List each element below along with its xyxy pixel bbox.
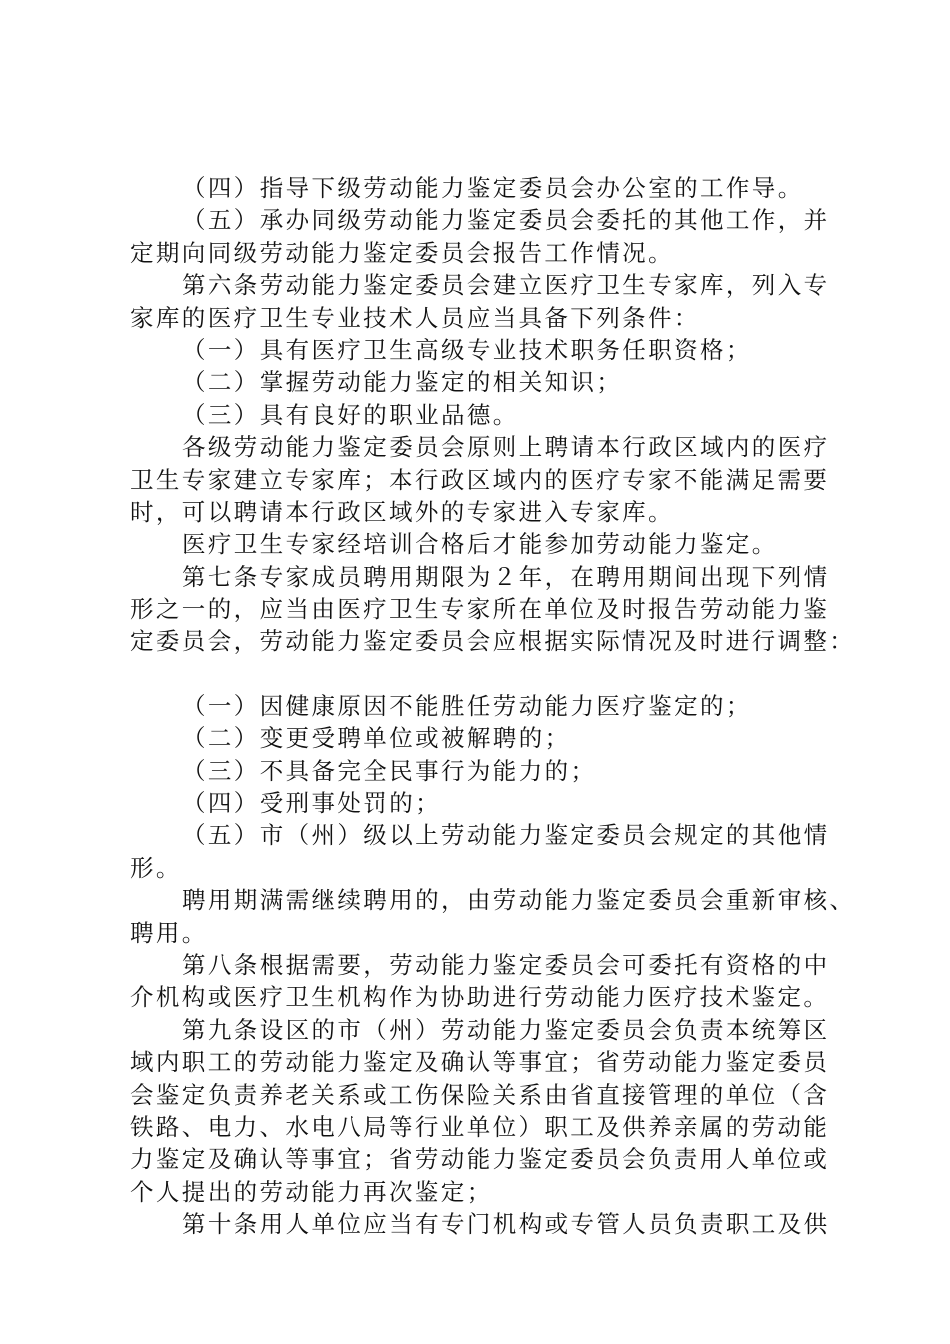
text-line: 聘用。 — [130, 918, 208, 947]
text-line: 第七条专家成员聘用期限为２年，在聘用期间出现下列情 — [182, 562, 830, 591]
text-line: （二）变更受聘单位或被解聘的； — [182, 724, 571, 753]
text-line: 第九条设区的市（州）劳动能力鉴定委员会负责本统筹区 — [182, 1015, 830, 1044]
paragraph-condition-3 — [130, 399, 842, 431]
text-line: （一）因健康原因不能胜任劳动能力医疗鉴定的； — [182, 691, 752, 720]
text-line: （二）掌握劳动能力鉴定的相关知识； — [182, 368, 623, 397]
paragraph-article-6 — [130, 269, 842, 334]
text-line: （五）承办同级劳动能力鉴定委员会委托的其他工作，并 — [182, 206, 830, 235]
text-line: 会鉴定负责养老关系或工伤保险关系由省直接管理的单位（含 — [130, 1080, 830, 1109]
text-line: 域内职工的劳动能力鉴定及确认等事宜；省劳动能力鉴定委员 — [130, 1048, 830, 1077]
paragraph-renewal — [130, 884, 856, 949]
text-line: 个人提出的劳动能力再次鉴定； — [130, 1177, 493, 1206]
text-line: 医疗卫生专家经培训合格后才能参加劳动能力鉴定。 — [182, 530, 778, 559]
text-line: 铁路、电力、水电八局等行业单位）职工及供养亲属的劳动能 — [130, 1112, 830, 1141]
paragraph-expert-pool — [130, 431, 842, 528]
paragraph-training — [130, 528, 842, 560]
text-line: 第六条劳动能力鉴定委员会建立医疗卫生专家库，列入专 — [182, 271, 830, 300]
text-line: （四）受刑事处罚的； — [182, 789, 441, 818]
paragraph-situation-4 — [130, 787, 842, 819]
text-line: 力鉴定及确认等事宜；省劳动能力鉴定委员会负责用人单位或 — [130, 1145, 830, 1174]
paragraph-article-10 — [130, 1208, 842, 1240]
paragraph-condition-2 — [130, 366, 842, 398]
text-line: （四）指导下级劳动能力鉴定委员会办公室的工作导。 — [182, 174, 804, 202]
paragraph-article-7 — [130, 561, 856, 658]
text-line: 形之一的，应当由医疗卫生专家所在单位及时报告劳动能力鉴 — [130, 595, 830, 624]
blank-line — [130, 658, 842, 690]
text-line: 第十条用人单位应当有专门机构或专管人员负责职工及供 — [182, 1210, 830, 1239]
text-line: （三）具有良好的职业品德。 — [182, 400, 519, 429]
paragraph-condition-1 — [130, 334, 842, 366]
text-line: 卫生专家建立专家库；本行政区域内的医疗专家不能满足需要 — [130, 465, 830, 494]
paragraph-situation-2 — [130, 722, 842, 754]
paragraph-article-9 — [130, 1014, 842, 1208]
paragraph-situation-1 — [130, 690, 842, 722]
text-line: 第八条根据需要，劳动能力鉴定委员会可委托有资格的中 — [182, 950, 830, 979]
text-line: 时，可以聘请本行政区域外的专家进入专家库。 — [130, 497, 674, 526]
text-line: 介机构或医疗卫生机构作为协助进行劳动能力医疗技术鉴定。 — [130, 983, 830, 1012]
text-line: （一）具有医疗卫生高级专业技术职务任职资格； — [182, 335, 752, 364]
text-line: 定期向同级劳动能力鉴定委员会报告工作情况。 — [130, 238, 674, 267]
paragraph-situation-5 — [130, 819, 842, 884]
text-line: （三）不具备完全民事行为能力的； — [182, 756, 597, 785]
paragraph-guide-lower-office — [130, 172, 842, 204]
text-line: （五）市（州）级以上劳动能力鉴定委员会规定的其他情 — [182, 821, 830, 850]
text-line: 各级劳动能力鉴定委员会原则上聘请本行政区域内的医疗 — [182, 433, 830, 462]
text-line: 形。 — [130, 853, 182, 882]
text-line: 家库的医疗卫生专业技术人员应当具备下列条件： — [130, 303, 700, 332]
paragraph-article-8 — [130, 949, 842, 1014]
paragraph-situation-3 — [130, 755, 842, 787]
text-line: 聘用期满需继续聘用的，由劳动能力鉴定委员会重新审核、 — [182, 886, 856, 915]
text-line: 定委员会，劳动能力鉴定委员会应根据实际情况及时进行调整： — [130, 627, 856, 656]
document-page — [130, 172, 856, 1241]
paragraph-entrusted-work — [130, 204, 842, 269]
